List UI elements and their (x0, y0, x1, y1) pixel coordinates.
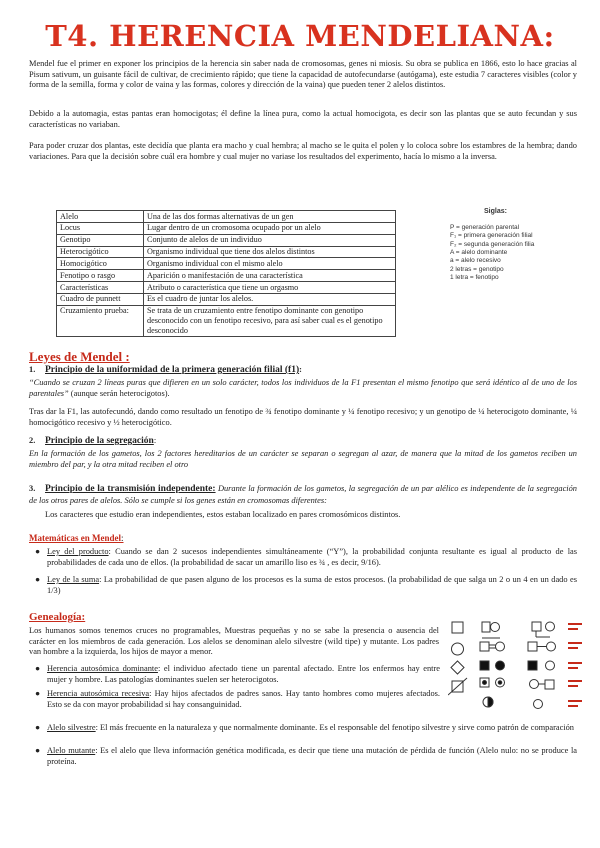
sigla-item: F₂ = segunda generación filia (450, 240, 535, 248)
glossary-term: Heterocigótico (57, 246, 144, 258)
law-1-extra: Tras dar la F1, las autofecundó, dando como resultado un fenotipo de ¾ fenotipo dominante y ¼ fenotipo recesivo; y un genotipo de ¼ heterocigoto dominante, ¼ homocigótico recesivo y ½ heterocigótico. (29, 407, 577, 427)
siglas-title: Siglas: (484, 208, 507, 215)
affected-male-icon (528, 661, 537, 670)
glossary-definition: Lugar dentro de un cromosoma ocupado por un alelo (144, 222, 396, 234)
mating-square-icon (480, 642, 489, 651)
glossary-row (57, 258, 396, 270)
siglas-list (450, 224, 534, 282)
glossary-row (57, 234, 396, 246)
law-2-text: En la formación de los gametos, los 2 factores hereditarios de un carácter se separan o segregan al azar, de manera que la mitad de los gametos reciben un miembro del par, y la otra mitad reciben el otro (29, 448, 577, 469)
law-1 (29, 365, 577, 428)
bullet-dot: ● (35, 575, 41, 584)
sigla-item: 1 letra = fenotipo (450, 273, 499, 281)
male-square-icon (452, 622, 463, 633)
glossary-row (57, 270, 396, 282)
legend-text-line (568, 667, 578, 669)
glossary-row (57, 282, 396, 294)
sigla-item: A = alelo dominante (450, 248, 508, 256)
glossary-term: Locus (57, 222, 144, 234)
math-bullet-product (35, 547, 577, 568)
carrier-dot-icon (483, 681, 487, 685)
law-1-note: (aunque serán heterocigotos). (68, 388, 170, 398)
law-1-quote: “Cuando se cruzan 2 líneas puras que difieren en un solo carácter, todos los individuos de la F1 presentan el mismo fenotipo que será idéntico al de uno de los parentales” (29, 377, 577, 398)
glossary-row (57, 246, 396, 258)
ley-producto-label: Ley del producto (47, 547, 109, 556)
pedigree-circle-icon (530, 680, 539, 689)
law-1-number: 1. (29, 365, 36, 374)
pedigree-square-icon (532, 622, 541, 631)
pedigree-circle-icon (547, 642, 556, 651)
glossary-row (57, 305, 396, 337)
half-filled-icon (488, 697, 493, 707)
twin-square-icon (482, 622, 490, 632)
legend-text-line (568, 680, 582, 682)
alelo-mutante-label: Alelo mutante (47, 746, 96, 755)
bullet-dot: ● (35, 547, 41, 556)
law-2-colon: : (153, 436, 157, 445)
glossary-term: Cruzamiento prueba: (57, 305, 144, 337)
ley-suma-text: : La probabilidad de que pasen alguno de los procesos es la suma de estos procesos. (la probabilidad de que salga un 2 o un 4 en un dado es 1/3) (47, 575, 577, 595)
legend-text-line (568, 628, 578, 630)
ley-suma-label: Ley de la suma (47, 575, 100, 584)
herencia-recesiva-text: : Hay hijos afectados de padres sanos. Hay tanto hombres como mujeres afectados. Esto se da con mayor probabilidad si hay consanguinidad. (47, 689, 440, 709)
unknown-sex-diamond-icon (451, 661, 464, 674)
legend-text-line (568, 647, 578, 649)
bullet-dot: ● (35, 664, 41, 673)
glossary-definition: Organismo individual con el mismo alelo (144, 258, 396, 270)
sigla-item: a = alelo recesivo (450, 257, 501, 265)
pedigree-square-icon (545, 680, 554, 689)
law-3-text: Durante la formación de los gametos, la segregación de un par alélico es independente de la segregación de los otros pares de alelos. Sólo se cumple si los genes están en cromosomas diferentes: (29, 484, 577, 505)
law-3-heading: Principio de la transmisión independente: (45, 484, 216, 494)
legend-text-line (568, 662, 582, 664)
herencia-dominante-text: : el individuo afectado tiene un parental afectado. Entre los enfermos hay entre mujer y hombre. Las patologías dominantes suelen ser heterocigotos. (47, 664, 441, 684)
glossary-definition: Se trata de un cruzamiento entre fenotipo dominante con genotipo desconocido con un fenotipo recesivo, para así saber cual es el genotipo desconocido (144, 305, 396, 337)
glossary-definition: Conjunto de alelos de un individuo (144, 234, 396, 246)
matematicas-colon: : (120, 533, 124, 543)
siglas-box (450, 208, 534, 282)
glossary-term: Cuadro de punnett (57, 293, 144, 305)
pedigree-symbols-legend (448, 618, 588, 718)
legend-text-line (568, 685, 578, 687)
sigla-item: P = generación parental (450, 223, 520, 231)
legend-text-line (568, 642, 582, 644)
ley-producto-text: : Cuando se dan 2 sucesos independientes simultáneamente (“Y”), la probabilidad conjunta resultante es igual al producto de las probabilidades de cada uno de ellos. (la probabilidad de sacar un amarillo liso es ¾ , es decir, 9/16). (47, 547, 577, 567)
gen-bullet-dominante (35, 664, 440, 685)
bullet-dot: ● (35, 689, 41, 698)
twin-circle-icon (491, 623, 500, 632)
gen-bullet-recesiva (35, 689, 440, 710)
law-2-number: 2. (29, 436, 36, 445)
sigla-item: 2 letras = genotipo (450, 265, 504, 273)
affected-female-icon (496, 661, 505, 670)
glossary-term: Alelo (57, 211, 144, 223)
matematicas-title-text: Matemáticas en Mendel (29, 533, 121, 543)
affected-male-icon (480, 661, 489, 670)
glossary-definition: Una de las dos formas alternativas de un gen (144, 211, 396, 223)
glossary-term: Genotipo (57, 234, 144, 246)
law-3 (29, 484, 577, 520)
glossary-definition: Aparición o manifestación de una característica (144, 270, 396, 282)
glossary-row (57, 211, 396, 223)
alelo-silvestre-label: Alelo silvestre (47, 723, 96, 732)
glossary-definition: Atributo o característica que tiene un orgasmo (144, 282, 396, 294)
glossary-row (57, 293, 396, 305)
math-bullet-sum (35, 575, 577, 596)
glossary-term: Características (57, 282, 144, 294)
pedigree-circle-icon (546, 661, 555, 670)
glossary-row (57, 222, 396, 234)
female-circle-icon (452, 643, 464, 655)
law-3-number: 3. (29, 484, 36, 493)
glossary-definition: Organismo individual que tiene dos alelos distintos (144, 246, 396, 258)
genealogia-intro: Los humanos somos tenemos cruces no programables, Muestras pequeñas y no se sabe la presencia o ausencia del carácter en los miembros de cada generación. Los alelos se denominan alelo silvestre (wild tipe) y mutante. Los padres van hombre a la izquierda, los hijos de mayor a menor. (29, 626, 439, 657)
law-3-extra: Los caracteres que estudio eran independientes, estos estaban localizado en pares cromosómicos distintos. (45, 509, 401, 519)
legend-text-line (568, 705, 578, 707)
glossary-term: Fenotipo o rasgo (57, 270, 144, 282)
law-2 (29, 436, 577, 470)
legend-text-line (568, 700, 582, 702)
genealogia-title: Genealogía: (29, 611, 86, 623)
herencia-dominante-label: Herencia autosómica dominante (47, 664, 158, 673)
legend-text-line (568, 623, 582, 625)
pedigree-square-icon (528, 642, 537, 651)
gen-bullet-mutante (35, 746, 577, 767)
glossary-definition: Es el cuadro de juntar los alelos. (144, 293, 396, 305)
alelo-mutante-text: : Es el alelo que lleva información genética modificada, es decir que tiene una mutación de pérdida de función (Alelo nulo: no se produce la proteína. (47, 746, 577, 766)
bullet-dot: ● (35, 723, 41, 732)
herencia-recesiva-label: Herencia autosómica recesiva (47, 689, 150, 698)
page-title: T4. HERENCIA MENDELIANA: (45, 19, 555, 53)
gen-bullet-silvestre (35, 723, 577, 734)
law-1-colon: : (299, 365, 302, 374)
matematicas-title (29, 533, 124, 544)
intro-paragraph-3: Para poder cruzar dos plantas, este decidía que planta era macho y cual hembra; al macho se le quita el polen y lo coloca sobre los estambres de la hembra; dando variaciones. Para que la decisión sobre cuál era hombre y cual mujer no variase los resultados del experimento, hacía lo mismo a la inversa. (29, 141, 577, 161)
pedigree-circle-icon (546, 622, 555, 631)
alelo-silvestre-text: : El más frecuente en la naturaleza y que normalmente dominante. Es el responsable del fenotipo silvestre y sirve como patrón de comparación (95, 723, 574, 732)
carrier-dot-icon (498, 681, 502, 685)
pedigree-circle-icon (534, 700, 543, 709)
intro-paragraph-2: Debido a la automagia, estas pantas eran homocigotas; él define la línea pura, como la actual homocigota, es decir son las plantas que se auto fecundan y sus características no variaban. (29, 109, 577, 129)
bullet-dot: ● (35, 746, 41, 755)
mating-circle-icon (496, 642, 505, 651)
law-2-heading: Principio de la segregación (45, 436, 154, 446)
sigla-item: F₁ = primera generación filial (450, 232, 533, 240)
glossary-table (56, 210, 396, 337)
intro-paragraph-1: Mendel fue el primer en exponer los principios de la herencia sin saber nada de cromosomas, genes ni miosis. Su obra se publica en 1866, esto lo hace gracias al Pisum sativum, un guisante fácil de cultivar, de crecimiento rápido; que tiene la capacidad de autofecundarse (autógama), este estudia 7 caracteres visibles (color y forma de la semilla, forma y color de vaina y las formas, colores y dirección de la vaina) que pueden tener 2 alelos distintos. (29, 59, 577, 90)
glossary-term: Homocigótico (57, 258, 144, 270)
leyes-title: Leyes de Mendel : (29, 349, 130, 364)
law-1-heading: Principio de la uniformidad de la primera generación filial (f1) (45, 365, 300, 375)
